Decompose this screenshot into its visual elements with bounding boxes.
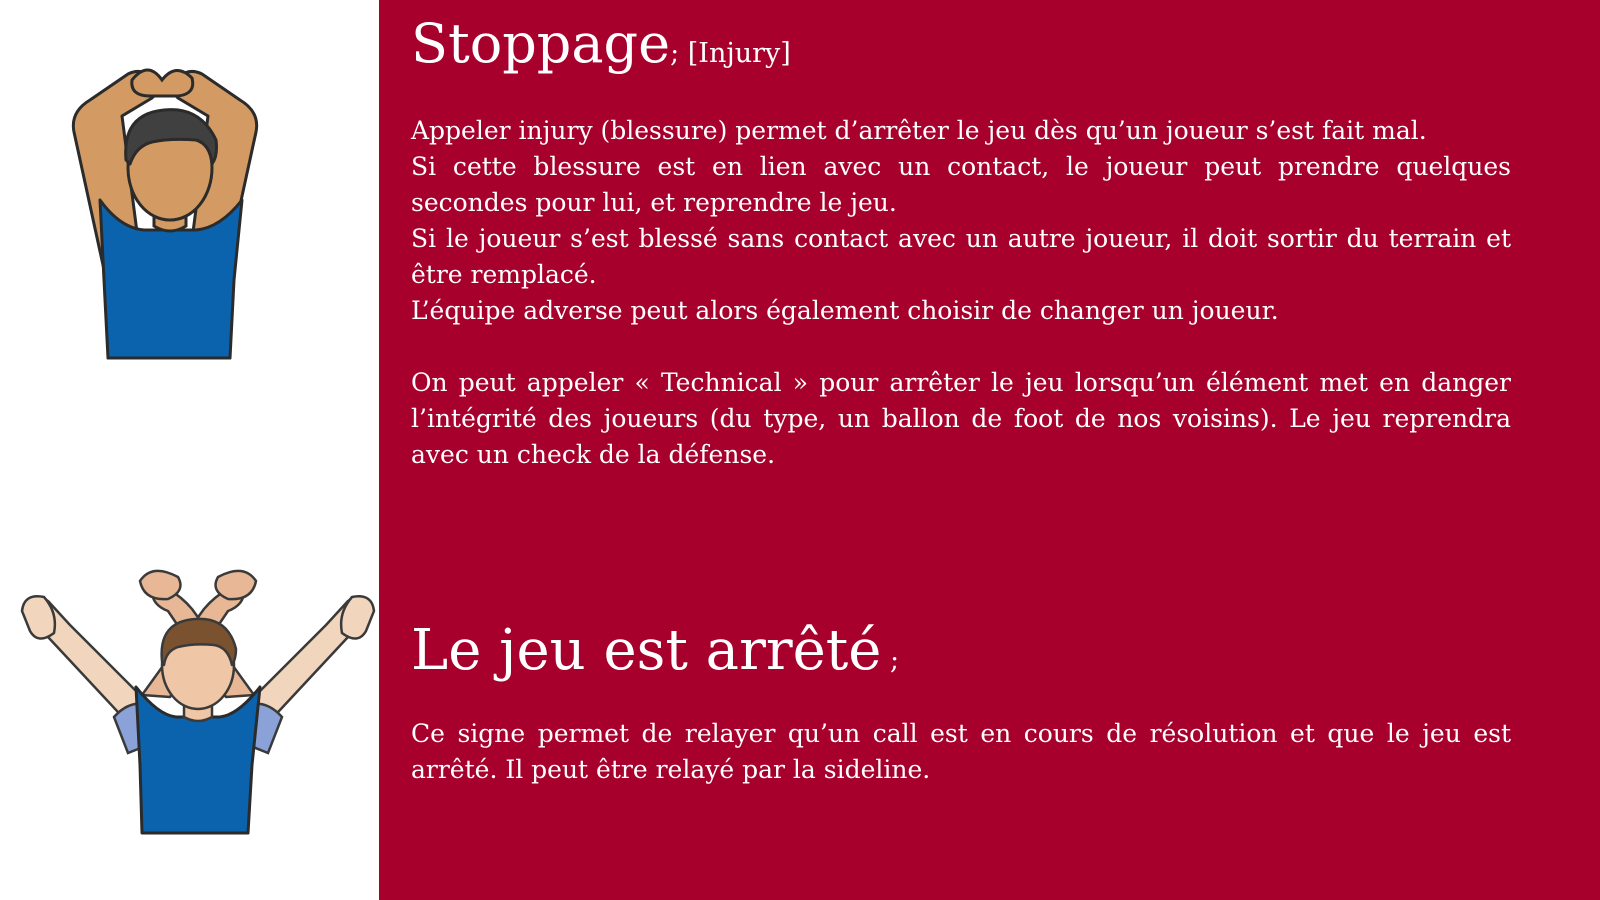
play-stopped-section [411,620,1511,788]
play-stopped-body [411,716,1511,788]
stoppage-paragraph: Si le joueur s’est blessé sans contact avec un autre joueur, il doit sortir du terrain et être remplacé. [411,224,1511,290]
technical-paragraph: On peut appeler « Technical » pour arrêter le jeu lorsqu’un élément met en danger l’intégrité des joueurs (du type, un ballon de foot de nos voisins). Le jeu reprendra avec un check de la défense. [411,368,1511,470]
content-panel [379,0,1600,900]
stoppage-title: Stoppage [411,12,671,75]
illustration-column [0,0,379,900]
stoppage-subtitle: ; [Injury] [670,38,791,69]
referee-hands-on-head-signal-icon [60,60,280,370]
referee-crossed-arms-stop-signal-icon [18,565,378,855]
stoppage-paragraph: L’équipe adverse peut alors également choisir de changer un joueur. [411,296,1279,326]
play-stopped-subtitle: ; [881,645,900,676]
stoppage-paragraph: Si cette blessure est en lien avec un contact, le joueur peut prendre quelques secondes pour lui, et reprendre le jeu. [411,152,1511,218]
play-stopped-title: Le jeu est arrêté [411,618,882,683]
play-stopped-paragraph: Ce signe permet de relayer qu’un call est en cours de résolution et que le jeu est arrêté. Il peut être relayé par la sideline. [411,718,1511,784]
stoppage-section [411,14,1511,473]
stoppage-heading [411,14,1511,73]
stoppage-paragraph: Appeler injury (blessure) permet d’arrêter le jeu dès qu’un joueur s’est fait mal. [411,116,1427,146]
play-stopped-heading [411,620,1511,682]
stoppage-body [411,113,1511,473]
